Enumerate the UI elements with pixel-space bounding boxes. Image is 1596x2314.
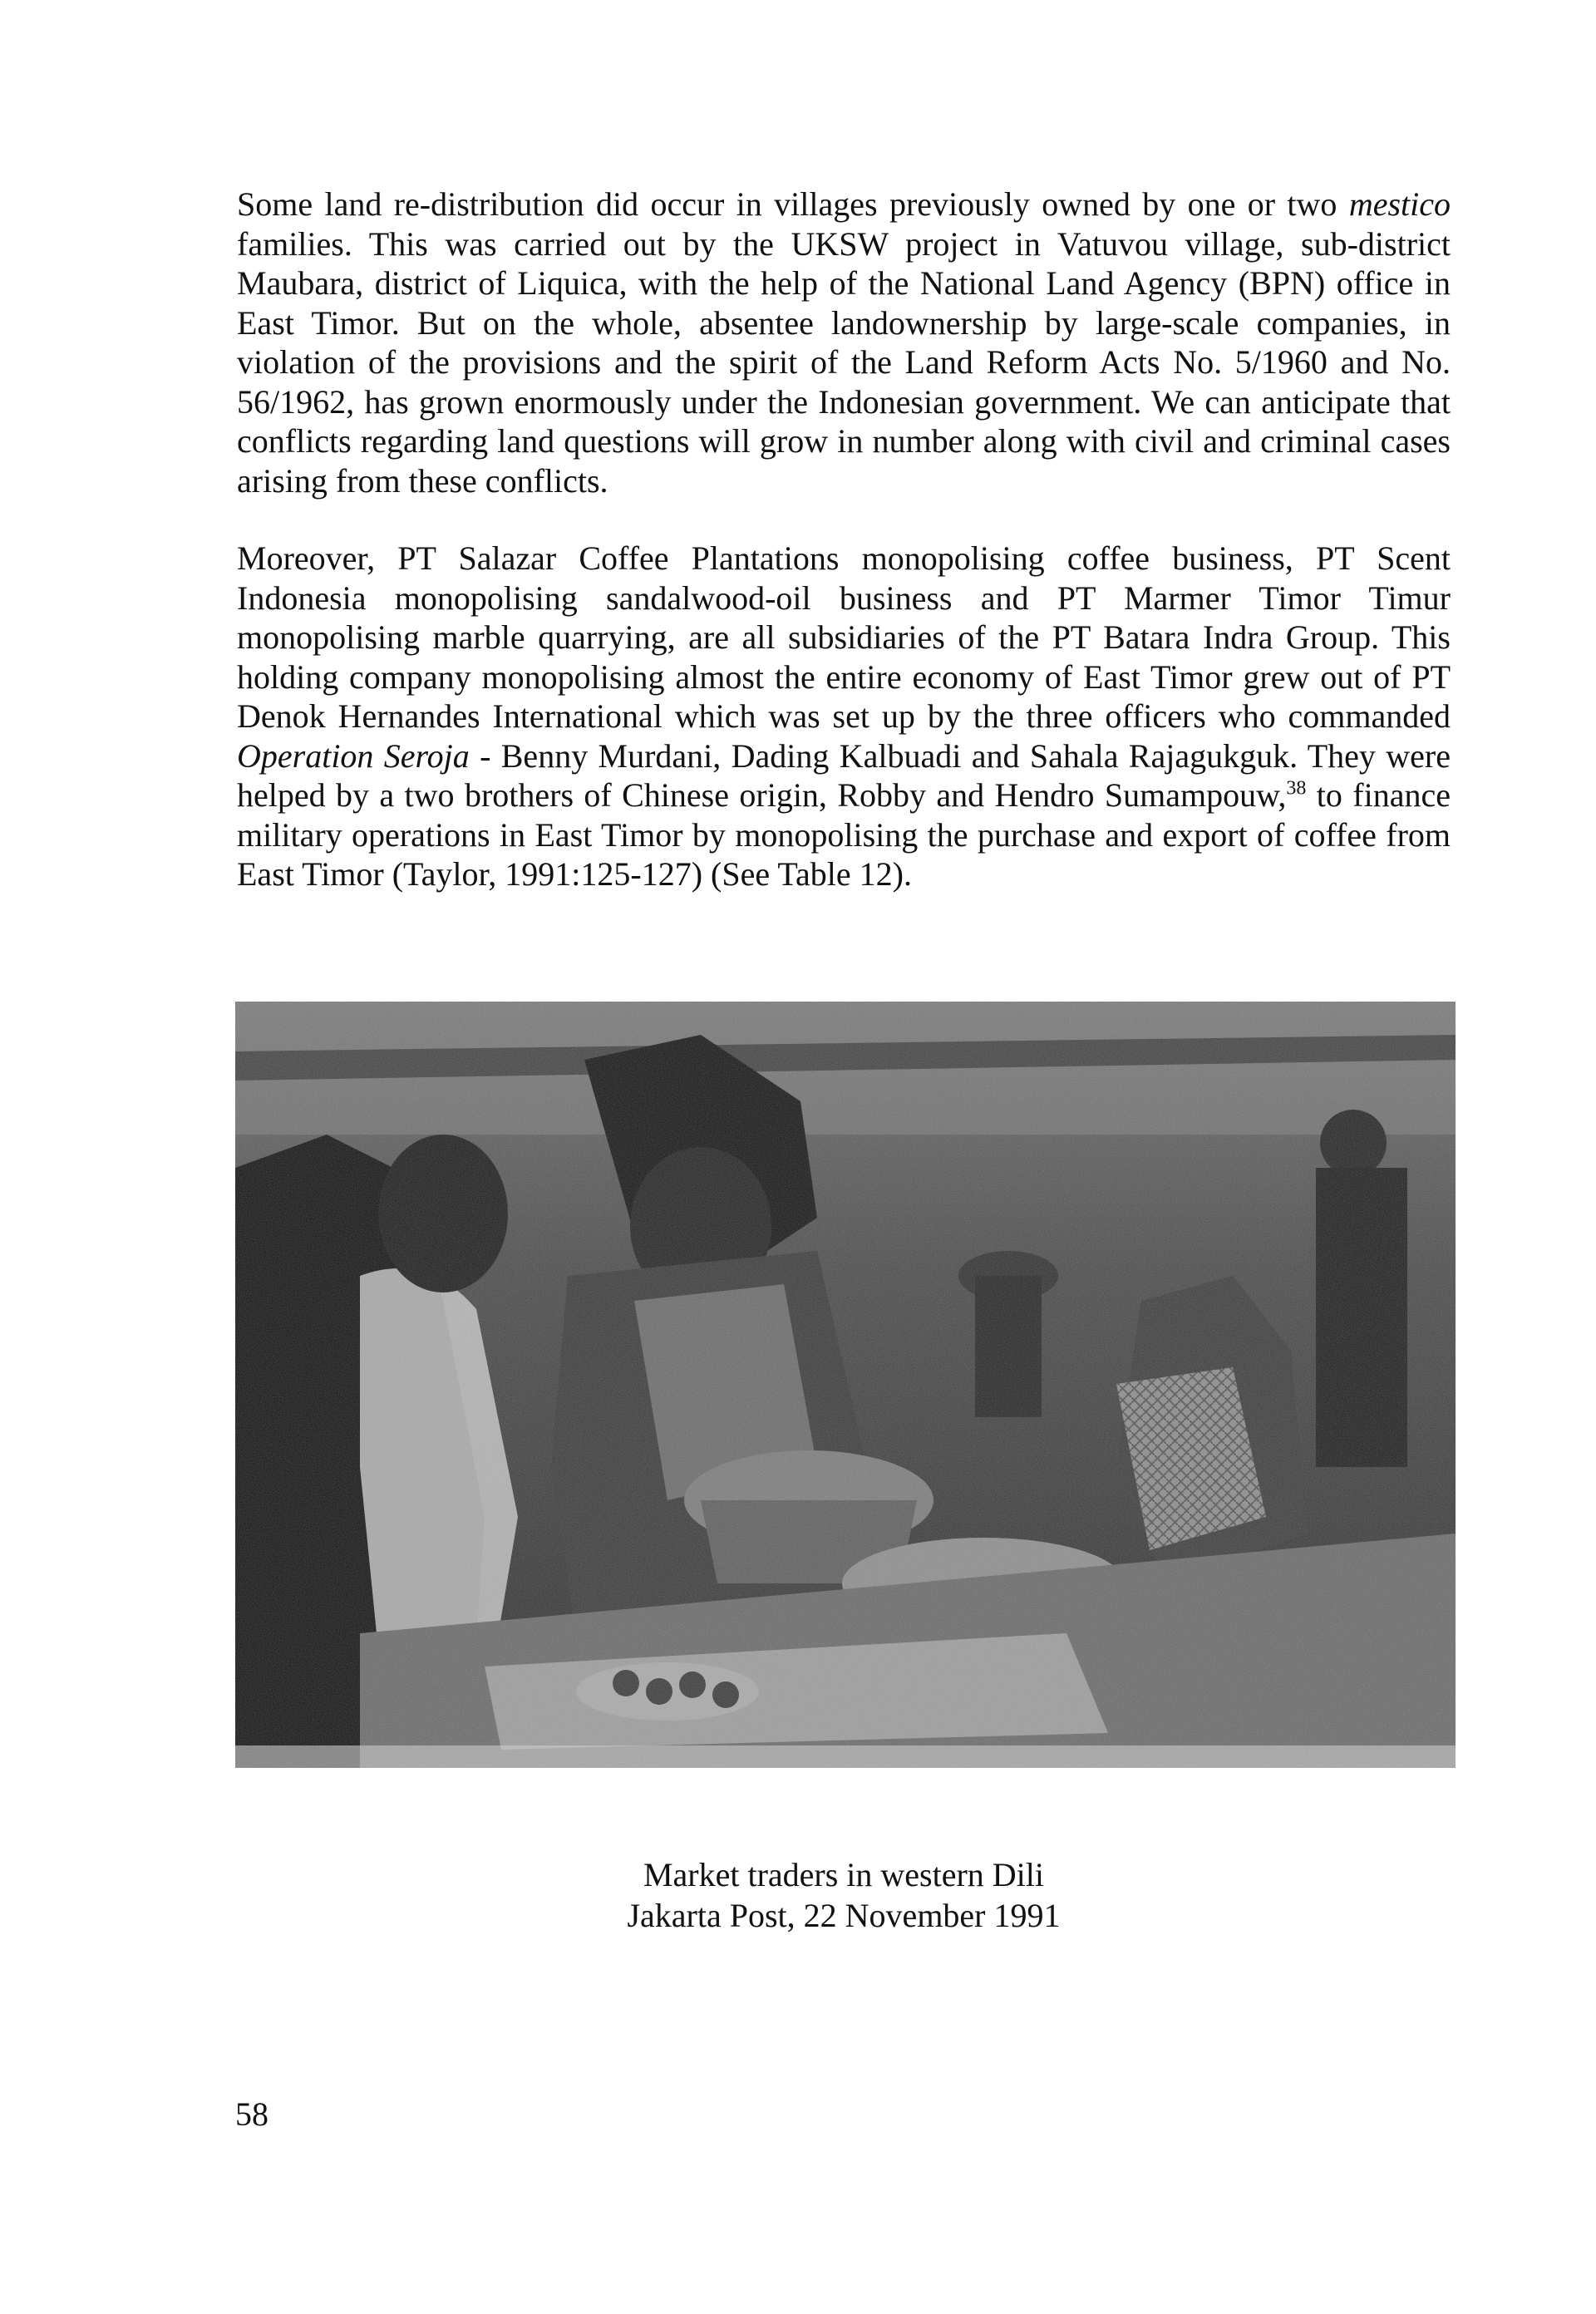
page-number: 58 xyxy=(235,2095,268,2133)
para2-text-part1: Moreover, PT Salazar Coffee Plantations monopolising coffee business, PT Scent Indonesia monopolising sandalwood-oil business and PT Marmer Timor Timur monopolising marble quarrying, are all subsidiaries of the PT Batara Indra Group. This holding company monopolising almost the entire economy of East Timor grew out of PT Denok Hernandes International which was set up by the three officers who commanded xyxy=(237,539,1451,735)
para2-italic-operation: Operation Seroja xyxy=(237,736,470,775)
paragraph-batara-indra-group xyxy=(237,539,1451,894)
footnote-marker[interactable]: 38 xyxy=(1286,777,1307,800)
para2-text-part2: - Benny Murdani, Dading Kalbuadi and Sahala Rajagukguk. They were helped by a two brothers of Chinese origin, Robby and Hendro Sumampouw, xyxy=(237,736,1451,814)
para1-text-end: families. This was carried out by the UKSW project in Vatuvou village, sub-district Maubara, district of Liquica, with the help of the National Land Agency (BPN) office in East Timor. But on the whole, absentee landownership by large-scale companies, in violation of the provisions and the spirit of the Land Reform Acts No. 5/1960 and No. 56/1962, has grown enormously under the Indonesian government. We can anticipate that conflicts regarding land questions will grow in number along with civil and criminal cases arising from these conflicts. xyxy=(237,224,1451,500)
figure-caption-title: Market traders in western Dili xyxy=(643,1856,1045,1893)
photo-illustration xyxy=(235,1002,1456,1768)
para2-text-part3: to finance military operations in East Timor by monopolising the purchase and export of coffee from East Timor (Taylor, 1991:125-127) (See Table 12). xyxy=(237,776,1451,893)
paragraph-land-redistribution xyxy=(237,185,1451,500)
para1-italic-term: mestico xyxy=(1348,185,1451,223)
market-traders-photo xyxy=(235,1002,1456,1768)
para1-text-start: Some land re-distribution did occur in villages previously owned by one or two xyxy=(237,185,1349,223)
figure-caption-source: Jakarta Post, 22 November 1991 xyxy=(627,1897,1061,1934)
